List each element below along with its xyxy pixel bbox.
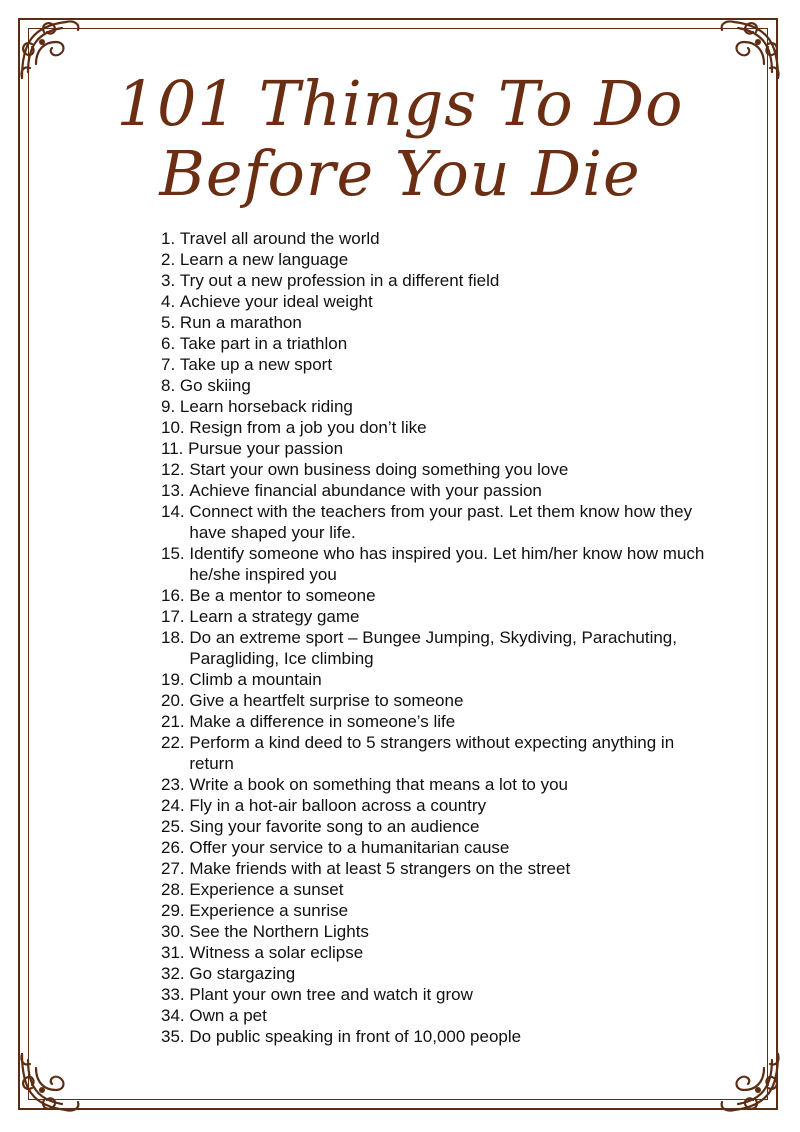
- list-item-number: 31.: [161, 943, 185, 962]
- list-item: [161, 606, 721, 627]
- list-item: [161, 228, 721, 249]
- list-item-number: 35.: [161, 1027, 185, 1046]
- list-item-number: 24.: [161, 796, 185, 815]
- list-item-number: 23.: [161, 775, 185, 794]
- list-item: [161, 879, 721, 900]
- list-item-text: Go skiing: [179, 376, 251, 395]
- list-item-text: Try out a new profession in a different field: [179, 271, 500, 290]
- list-item-text: Achieve financial abundance with your passion: [189, 481, 542, 500]
- page-subtitle: Before You Die: [159, 137, 641, 210]
- list-item-text: Resign from a job you don’t like: [189, 418, 427, 437]
- list-item-number: 2.: [161, 250, 176, 269]
- list-item-number: 13.: [161, 481, 185, 500]
- list-item-text: Own a pet: [189, 1006, 267, 1025]
- list-item-number: 5.: [161, 313, 176, 332]
- list-item: [161, 1026, 721, 1047]
- list-item-number: 17.: [161, 607, 185, 626]
- list-item-text: Write a book on something that means a lot to you: [189, 775, 568, 794]
- list-item: [161, 312, 721, 333]
- list-item: [161, 984, 721, 1005]
- list-item: [161, 291, 721, 312]
- list-item-text: See the Northern Lights: [189, 922, 369, 941]
- list-item-number: 16.: [161, 586, 185, 605]
- list-item-number: 10.: [161, 418, 185, 437]
- list-item: [161, 690, 721, 711]
- list-item-text: Climb a mountain: [189, 670, 322, 689]
- list-item-number: 34.: [161, 1006, 185, 1025]
- list-item-number: 29.: [161, 901, 185, 920]
- list-item: [161, 354, 721, 375]
- list-item-number: 18.: [161, 628, 185, 647]
- list-item: [161, 249, 721, 270]
- list-item-text: Travel all around the world: [179, 229, 380, 248]
- list-item-text: Sing your favorite song to an audience: [189, 817, 480, 836]
- list-item-text: Experience a sunrise: [189, 901, 349, 920]
- list-item: [161, 1005, 721, 1026]
- list-item-text: Pursue your passion: [188, 439, 344, 458]
- list-item-text: Fly in a hot-air balloon across a country: [189, 796, 487, 815]
- list-item-text: Learn a new language: [179, 250, 349, 269]
- list-item-number: 1.: [161, 229, 176, 248]
- list-item: [161, 438, 721, 459]
- list-item-text: Run a marathon: [179, 313, 302, 332]
- list-item-text: Achieve your ideal weight: [179, 292, 373, 311]
- list-item-number: 3.: [161, 271, 176, 290]
- list-item: [161, 396, 721, 417]
- list-item: [161, 858, 721, 879]
- list-item-number: 26.: [161, 838, 185, 857]
- list-item: [161, 459, 721, 480]
- list-item-text: Go stargazing: [189, 964, 296, 983]
- list-item: [161, 375, 721, 396]
- list-item: [161, 480, 721, 501]
- list-item-number: 6.: [161, 334, 176, 353]
- list-item: [161, 732, 721, 774]
- list-item-number: 15.: [161, 544, 185, 563]
- list-item-text: Make friends with at least 5 strangers on the street: [189, 859, 571, 878]
- list-item-text: Connect with the teachers from your past. Let them know how they have shaped your life.: [189, 502, 693, 542]
- list-item: [161, 774, 721, 795]
- list-item-number: 9.: [161, 397, 176, 416]
- list-item-number: 21.: [161, 712, 185, 731]
- list-item: [161, 627, 721, 669]
- list-item-number: 4.: [161, 292, 176, 311]
- list-item: [161, 333, 721, 354]
- list-item-number: 8.: [161, 376, 176, 395]
- list-item-text: Learn horseback riding: [179, 397, 353, 416]
- list-item-number: 22.: [161, 733, 185, 752]
- list-item: [161, 669, 721, 690]
- list-item-number: 33.: [161, 985, 185, 1004]
- list-item: [161, 270, 721, 291]
- list-item-text: Start your own business doing something you love: [189, 460, 569, 479]
- list-item-text: Take up a new sport: [179, 355, 333, 374]
- list-item-number: 14.: [161, 502, 185, 521]
- list-item-text: Offer your service to a humanitarian cause: [189, 838, 510, 857]
- flourish-corner-icon: [714, 1046, 786, 1118]
- list-item: [161, 900, 721, 921]
- list-item-number: 12.: [161, 460, 185, 479]
- list-item: [161, 837, 721, 858]
- list-item-number: 11.: [161, 439, 184, 458]
- list-item-text: Take part in a triathlon: [179, 334, 348, 353]
- list-item-text: Perform a kind deed to 5 strangers without expecting anything in return: [189, 733, 675, 773]
- list-item-text: Experience a sunset: [189, 880, 344, 899]
- list-item: [161, 417, 721, 438]
- todo-list: [161, 228, 721, 1047]
- list-item: [161, 921, 721, 942]
- list-item-number: 32.: [161, 964, 185, 983]
- flourish-corner-icon: [14, 1046, 86, 1118]
- list-item-text: Identify someone who has inspired you. Let him/her know how much he/she inspired you: [189, 544, 705, 584]
- list-item: [161, 585, 721, 606]
- page-title: 101 Things To Do: [116, 67, 684, 140]
- list-item-number: 30.: [161, 922, 185, 941]
- list-item-text: Do public speaking in front of 10,000 people: [189, 1027, 522, 1046]
- list-item-text: Witness a solar eclipse: [189, 943, 364, 962]
- list-item-number: 27.: [161, 859, 185, 878]
- list-item-number: 19.: [161, 670, 185, 689]
- list-item-text: Be a mentor to someone: [189, 586, 376, 605]
- list-item-number: 20.: [161, 691, 185, 710]
- list-item: [161, 795, 721, 816]
- list-item-text: Do an extreme sport – Bungee Jumping, Skydiving, Parachuting, Paragliding, Ice climbing: [189, 628, 677, 668]
- list-item-number: 28.: [161, 880, 185, 899]
- list-item: [161, 963, 721, 984]
- list-item: [161, 942, 721, 963]
- list-item-text: Give a heartfelt surprise to someone: [189, 691, 464, 710]
- list-item: [161, 711, 721, 732]
- list-item: [161, 543, 721, 585]
- list-item: [161, 816, 721, 837]
- list-item-text: Make a difference in someone’s life: [189, 712, 456, 731]
- list-item: [161, 501, 721, 543]
- list-item-text: Learn a strategy game: [189, 607, 360, 626]
- list-item-text: Plant your own tree and watch it grow: [189, 985, 473, 1004]
- list-item-number: 7.: [161, 355, 176, 374]
- list-item-number: 25.: [161, 817, 185, 836]
